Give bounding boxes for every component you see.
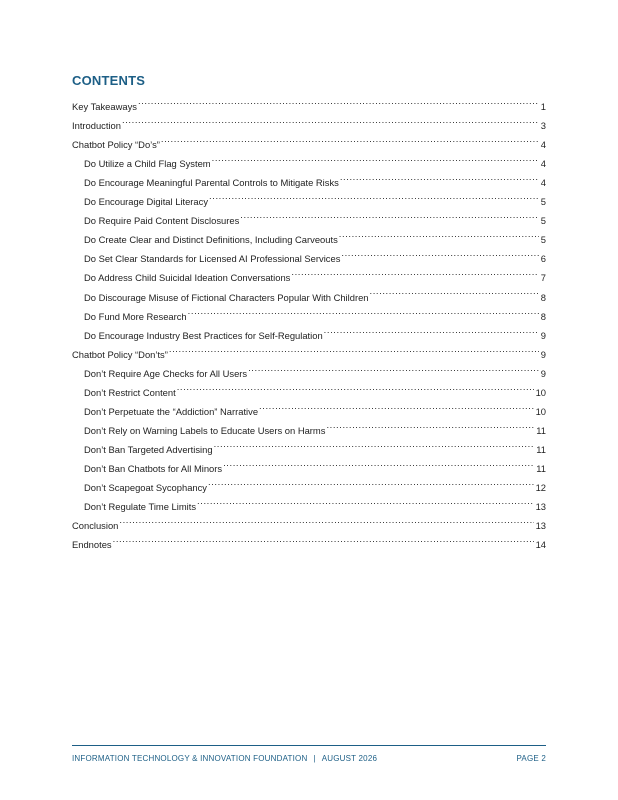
footer-rule — [72, 745, 546, 746]
toc-dot-leader — [208, 186, 539, 205]
toc-page-number: 11 — [536, 462, 546, 474]
toc-dot-leader — [325, 415, 534, 434]
toc-entry-label: Do Address Child Suicidal Ideation Conversations — [84, 272, 291, 284]
toc-dot-leader — [247, 358, 539, 377]
toc-page-number: 11 — [536, 424, 546, 436]
toc-entry[interactable] — [72, 529, 546, 551]
toc-page-number: 4 — [540, 158, 546, 170]
toc-dot-leader — [168, 339, 539, 358]
toc-entry-label: Conclusion — [72, 520, 119, 532]
footer-separator: | — [313, 754, 316, 763]
toc-entry-label: Don’t Scapegoat Sycophancy — [84, 481, 207, 493]
toc-dot-leader — [323, 320, 539, 339]
toc-page-number: 3 — [540, 120, 546, 132]
toc-dot-leader — [196, 491, 534, 510]
toc-page-number: 13 — [535, 520, 546, 532]
toc-page-number: 14 — [535, 539, 546, 551]
toc-entry-label: Do Fund More Research — [84, 310, 187, 322]
toc-entry-label: Chatbot Policy “Do’s” — [72, 139, 160, 151]
toc-page-number: 5 — [540, 215, 546, 227]
toc-dot-leader — [340, 243, 538, 262]
toc-page-number: 6 — [540, 253, 546, 265]
toc-page-number: 13 — [535, 501, 546, 513]
toc-entry-label: Don’t Ban Targeted Advertising — [84, 443, 213, 455]
toc-entry-label: Don’t Ban Chatbots for All Minors — [84, 462, 223, 474]
table-of-contents — [72, 91, 546, 551]
toc-dot-leader — [137, 91, 539, 110]
toc-entry-label: Don’t Require Age Checks for All Users — [84, 367, 248, 379]
toc-page-number: 9 — [540, 367, 546, 379]
toc-page-number: 9 — [540, 329, 546, 341]
toc-entry-label: Do Utilize a Child Flag System — [84, 158, 211, 170]
toc-entry-label: Endnotes — [72, 539, 112, 551]
toc-dot-leader — [239, 205, 538, 224]
toc-page-number: 10 — [535, 386, 546, 398]
toc-entry-label: Do Encourage Meaningful Parental Controls to Mitigate Risks — [84, 177, 339, 189]
toc-page-number: 5 — [540, 234, 546, 246]
toc-entry-label: Chatbot Policy “Don’ts” — [72, 348, 168, 360]
toc-page-number: 9 — [540, 348, 546, 360]
toc-dot-leader — [121, 110, 539, 129]
toc-entry-label: Do Encourage Industry Best Practices for Self-Regulation — [84, 329, 323, 341]
toc-entry[interactable] — [72, 110, 546, 132]
toc-entry-label: Do Set Clear Standards for Licensed AI Professional Services — [84, 253, 341, 265]
toc-entry-label: Introduction — [72, 120, 121, 132]
toc-entry-label: Do Discourage Misuse of Fictional Characters Popular With Children — [84, 291, 369, 303]
toc-dot-leader — [211, 148, 539, 167]
toc-page-number: 10 — [535, 405, 546, 417]
toc-dot-leader — [290, 262, 538, 281]
toc-entry[interactable] — [72, 129, 546, 151]
toc-dot-leader — [338, 224, 539, 243]
toc-dot-leader — [160, 129, 539, 148]
toc-entry-label: Don’t Perpetuate the “Addiction” Narrative — [84, 405, 259, 417]
footer-page-label: PAGE 2 — [516, 754, 546, 763]
toc-entry-label: Don’t Restrict Content — [84, 386, 176, 398]
toc-page-number: 4 — [540, 139, 546, 151]
toc-entry-label: Do Create Clear and Distinct Definitions, Including Carveouts — [84, 234, 338, 246]
toc-dot-leader — [176, 377, 534, 396]
toc-dot-leader — [258, 396, 534, 415]
toc-dot-leader — [207, 472, 534, 491]
toc-dot-leader — [112, 529, 534, 548]
toc-dot-leader — [369, 281, 539, 300]
toc-page-number: 5 — [540, 196, 546, 208]
toc-page-number: 4 — [540, 177, 546, 189]
toc-dot-leader — [187, 301, 539, 320]
toc-page-number: 11 — [536, 443, 546, 455]
toc-page-number: 12 — [535, 481, 546, 493]
footer-organization: INFORMATION TECHNOLOGY & INNOVATION FOUNDATION — [72, 754, 308, 763]
toc-dot-leader — [213, 434, 535, 453]
toc-page-number: 1 — [540, 101, 546, 113]
toc-dot-leader — [222, 453, 534, 472]
toc-entry-label: Key Takeaways — [72, 101, 137, 113]
footer-date: AUGUST 2026 — [321, 754, 378, 763]
toc-entry-label: Don’t Rely on Warning Labels to Educate Users on Harms — [84, 424, 326, 436]
contents-title: CONTENTS — [72, 73, 146, 88]
toc-page-number: 8 — [540, 291, 546, 303]
toc-entry[interactable] — [72, 91, 546, 113]
footer-left — [72, 754, 377, 763]
toc-entry-label: Do Encourage Digital Literacy — [84, 196, 209, 208]
toc-dot-leader — [339, 167, 539, 186]
toc-entry-label: Do Require Paid Content Disclosures — [84, 215, 240, 227]
toc-entry-label: Don’t Regulate Time Limits — [84, 501, 197, 513]
toc-entry[interactable] — [72, 510, 546, 532]
toc-dot-leader — [118, 510, 533, 529]
toc-page-number: 8 — [540, 310, 546, 322]
toc-page-number: 7 — [540, 272, 546, 284]
